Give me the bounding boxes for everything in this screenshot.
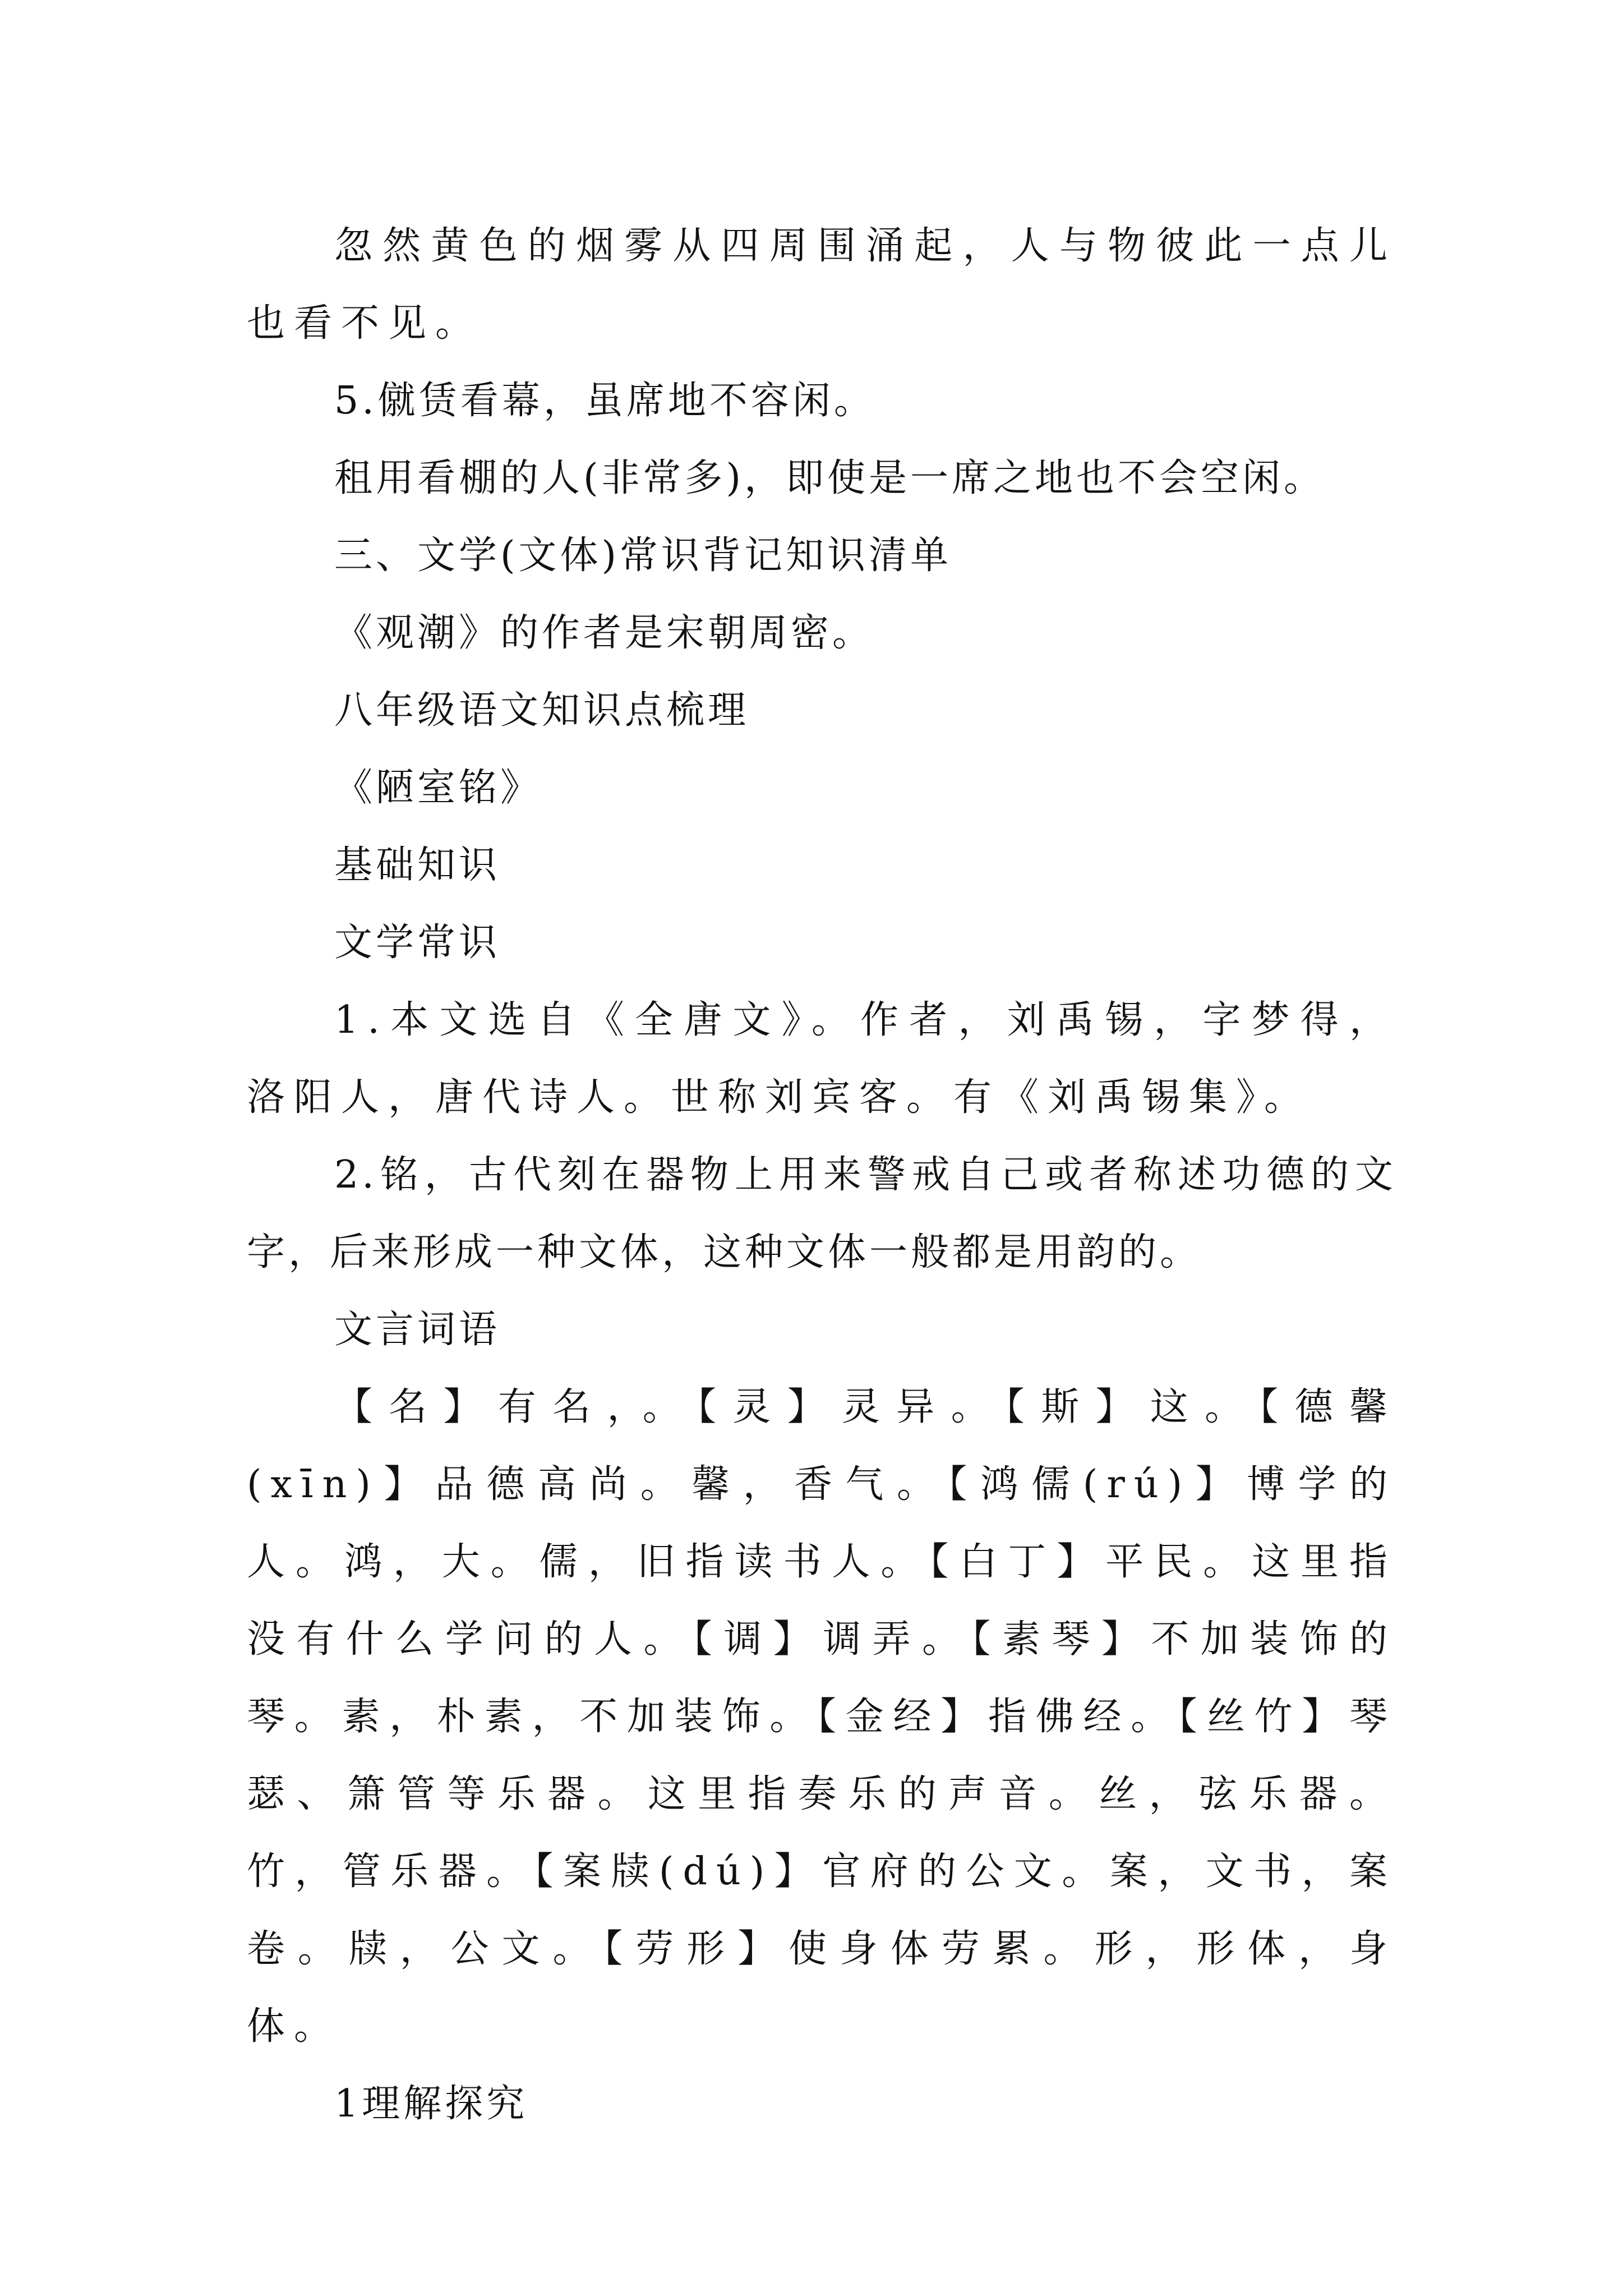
paragraph-author-guanchao: 《观潮》的作者是宋朝周密。 bbox=[334, 611, 874, 655]
heading-classical-vocabulary: 文言词语 bbox=[334, 1308, 501, 1352]
heading-understanding-inquiry: 1理解探究 bbox=[334, 2082, 528, 2126]
paragraph-source-author: 1.本文选自《全唐文》。作者，刘禹锡，字梦得，洛阳人，唐代诗人。世称刘宾客。有《刘禹锡集》。 bbox=[247, 998, 1396, 1120]
paragraph-translation-5: 租用看棚的人(非常多)，即使是一席之地也不会空闲。 bbox=[334, 456, 1326, 500]
paragraph-vocabulary-list: 【名】有名，。【灵】灵异。【斯】这。【德馨(xīn)】品德高尚。馨，香气。【鸿儒(rú)】博学的人。鸿，大。儒，旧指读书人。【白丁】平民。这里指没有什么学问的人。【调】调弄。【素琴】不加装饰的琴。素，朴素，不加装饰。【金经】指佛经。【丝竹】琴瑟、箫管等乐器。这里指奏乐的声音。丝，弦乐器。竹，管乐器。【案牍(dú)】官府的公文。案，文书，案卷。牍，公文。【劳形】使身体劳累。形，形体，身体。 bbox=[247, 1385, 1396, 2049]
section-heading-literary-knowledge: 三、文学(文体)常识背记知识清单 bbox=[334, 533, 952, 578]
heading-basic-knowledge: 基础知识 bbox=[334, 843, 501, 887]
paragraph-smoke: 忽然黄色的烟雾从四周围涌起，人与物彼此一点儿也看不见。 bbox=[247, 224, 1396, 346]
heading-lou-shi-ming: 《陋室铭》 bbox=[334, 766, 542, 810]
paragraph-item-5: 5.僦赁看幕，虽席地不容闲。 bbox=[334, 379, 875, 423]
document-body bbox=[247, 208, 1396, 2143]
heading-literary-common-sense: 文学常识 bbox=[334, 921, 501, 965]
heading-grade8-summary: 八年级语文知识点梳理 bbox=[334, 688, 750, 733]
paragraph-ming-definition: 2.铭，古代刻在器物上用来警戒自己或者称述功德的文字，后来形成一种文体，这种文体一般都是用韵的。 bbox=[247, 1153, 1396, 1274]
